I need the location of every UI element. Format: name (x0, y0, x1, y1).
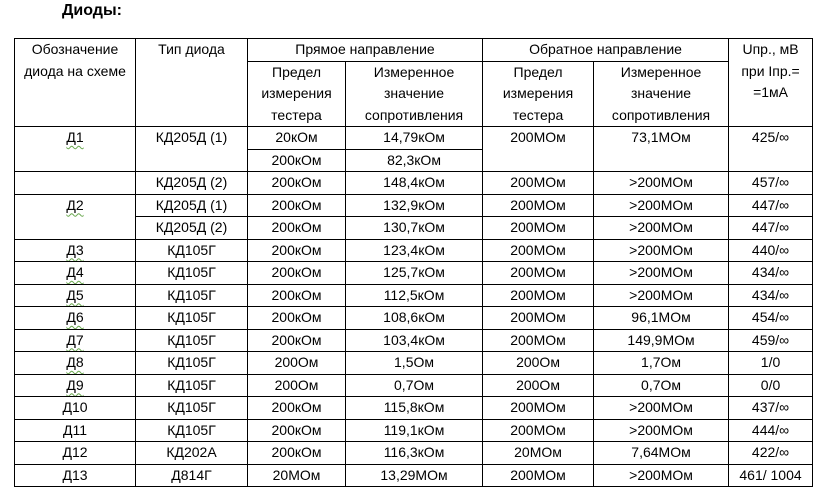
header-designation: Обозначение диода на схеме (15, 39, 136, 127)
header-forward-voltage: Uпр., мВ при Iпр.= =1мА (729, 39, 813, 127)
reverse-range: 200МОм (483, 172, 594, 195)
forward-range: 200кОм (248, 172, 346, 195)
diode-type: КД105Г (136, 329, 248, 352)
reverse-range: 200МОм (483, 127, 594, 172)
diode-type: КД205Д (1) (136, 127, 248, 172)
forward-measured: 13,29МОм (346, 464, 483, 487)
diode-designation: Д6 (15, 307, 136, 330)
reverse-range: 200МОм (483, 397, 594, 420)
diode-designation: Д1 (15, 127, 136, 172)
forward-voltage: 457/∞ (729, 172, 813, 195)
diode-type: КД205Д (1) (136, 194, 248, 217)
forward-measured: 82,3кОм (346, 149, 483, 172)
header-diode-type: Тип диода (136, 39, 248, 127)
reverse-measured: 7,64МОм (594, 442, 729, 465)
table-row (15, 374, 813, 397)
reverse-measured: >200МОм (594, 397, 729, 420)
diode-type: КД105Г (136, 239, 248, 262)
table-row (15, 329, 813, 352)
forward-voltage: 425/∞ (729, 127, 813, 172)
reverse-range: 200МОм (483, 239, 594, 262)
diode-type: КД105Г (136, 352, 248, 375)
reverse-measured: >200МОм (594, 262, 729, 285)
forward-range: 200кОм (248, 217, 346, 240)
reverse-measured: 73,1МОм (594, 127, 729, 172)
reverse-measured: >200МОм (594, 419, 729, 442)
forward-measured: 148,4кОм (346, 172, 483, 195)
diode-designation (15, 172, 136, 195)
table-row (15, 127, 813, 150)
diode-type: КД105Г (136, 307, 248, 330)
forward-range: 200кОм (248, 307, 346, 330)
diode-designation: Д9 (15, 374, 136, 397)
diode-type: КД105Г (136, 284, 248, 307)
diode-type: КД105Г (136, 374, 248, 397)
reverse-range: 200МОм (483, 262, 594, 285)
reverse-range: 200МОм (483, 194, 594, 217)
forward-range: 200кОм (248, 239, 346, 262)
table-row (15, 284, 813, 307)
reverse-measured: 149,9МОм (594, 329, 729, 352)
diode-type: КД202А (136, 442, 248, 465)
forward-measured: 103,4кОм (346, 329, 483, 352)
forward-voltage: 459/∞ (729, 329, 813, 352)
forward-measured: 119,1кОм (346, 419, 483, 442)
section-title: Диоды: (62, 2, 122, 19)
forward-range: 200кОм (248, 419, 346, 442)
reverse-range: 200Ом (483, 374, 594, 397)
forward-voltage: 444/∞ (729, 419, 813, 442)
forward-range: 200кОм (248, 194, 346, 217)
header-reverse-range: Предел измерения тестера (483, 61, 594, 127)
diodes-table (14, 38, 813, 487)
forward-range: 20МОм (248, 464, 346, 487)
table-row (15, 419, 813, 442)
reverse-measured: 1,7Ом (594, 352, 729, 375)
forward-measured: 116,3кОм (346, 442, 483, 465)
forward-voltage: 422/∞ (729, 442, 813, 465)
reverse-measured: >200МОм (594, 172, 729, 195)
forward-voltage: 447/∞ (729, 194, 813, 217)
diode-designation: Д4 (15, 262, 136, 285)
reverse-range: 200Ом (483, 352, 594, 375)
diode-designation: Д3 (15, 239, 136, 262)
forward-range: 200кОм (248, 284, 346, 307)
forward-measured: 123,4кОм (346, 239, 483, 262)
forward-range: 200кОм (248, 442, 346, 465)
table-row (15, 397, 813, 420)
forward-voltage: 461/ 1004 (729, 464, 813, 487)
reverse-range: 200МОм (483, 284, 594, 307)
header-forward-range: Предел измерения тестера (248, 61, 346, 127)
reverse-measured: >200МОм (594, 284, 729, 307)
forward-measured: 132,9кОм (346, 194, 483, 217)
forward-range: 200Ом (248, 352, 346, 375)
reverse-range: 200МОм (483, 464, 594, 487)
forward-voltage: 434/∞ (729, 284, 813, 307)
diode-type: КД205Д (2) (136, 217, 248, 240)
forward-voltage: 454/∞ (729, 307, 813, 330)
diode-designation: Д2 (15, 194, 136, 239)
forward-voltage: 437/∞ (729, 397, 813, 420)
reverse-measured: >200МОм (594, 194, 729, 217)
forward-measured: 115,8кОм (346, 397, 483, 420)
forward-voltage: 440/∞ (729, 239, 813, 262)
table-row (15, 172, 813, 195)
table-row (15, 464, 813, 487)
forward-voltage: 0/0 (729, 374, 813, 397)
reverse-range: 200МОм (483, 419, 594, 442)
reverse-range: 200МОм (483, 329, 594, 352)
reverse-measured: 96,1МОм (594, 307, 729, 330)
forward-range: 200Ом (248, 374, 346, 397)
forward-voltage: 1/0 (729, 352, 813, 375)
forward-measured: 0,7Ом (346, 374, 483, 397)
forward-voltage: 434/∞ (729, 262, 813, 285)
diode-designation: Д13 (15, 464, 136, 487)
forward-measured: 1,5Ом (346, 352, 483, 375)
forward-range: 200кОм (248, 397, 346, 420)
reverse-range: 200МОм (483, 217, 594, 240)
table-row (15, 194, 813, 217)
forward-measured: 14,79кОм (346, 127, 483, 150)
forward-voltage: 447/∞ (729, 217, 813, 240)
header-reverse-measured: Измеренное значение сопротивления (594, 61, 729, 127)
diode-type: КД105Г (136, 262, 248, 285)
forward-measured: 125,7кОм (346, 262, 483, 285)
reverse-range: 20МОм (483, 442, 594, 465)
forward-measured: 112,5кОм (346, 284, 483, 307)
table-row (15, 262, 813, 285)
diode-designation: Д8 (15, 352, 136, 375)
diode-designation: Д11 (15, 419, 136, 442)
header-forward-direction: Прямое направление (248, 39, 483, 62)
reverse-measured: >200МОм (594, 464, 729, 487)
table-row (15, 307, 813, 330)
forward-range: 200кОм (248, 149, 346, 172)
reverse-range: 200МОм (483, 307, 594, 330)
header-reverse-direction: Обратное направление (483, 39, 729, 62)
diode-type: КД105Г (136, 419, 248, 442)
forward-range: 200кОм (248, 262, 346, 285)
reverse-measured: >200МОм (594, 217, 729, 240)
forward-measured: 130,7кОм (346, 217, 483, 240)
reverse-measured: 0,7Ом (594, 374, 729, 397)
table-row (15, 239, 813, 262)
diode-designation: Д10 (15, 397, 136, 420)
diode-type: КД105Г (136, 397, 248, 420)
diode-designation: Д12 (15, 442, 136, 465)
diode-type: КД205Д (2) (136, 172, 248, 195)
reverse-measured: >200МОм (594, 239, 729, 262)
table-row (15, 442, 813, 465)
table-row (15, 352, 813, 375)
diode-designation: Д7 (15, 329, 136, 352)
header-forward-measured: Измеренное значение сопротивления (346, 61, 483, 127)
diode-type: Д814Г (136, 464, 248, 487)
diode-designation: Д5 (15, 284, 136, 307)
forward-measured: 108,6кОм (346, 307, 483, 330)
forward-range: 200кОм (248, 329, 346, 352)
forward-range: 20кОм (248, 127, 346, 150)
